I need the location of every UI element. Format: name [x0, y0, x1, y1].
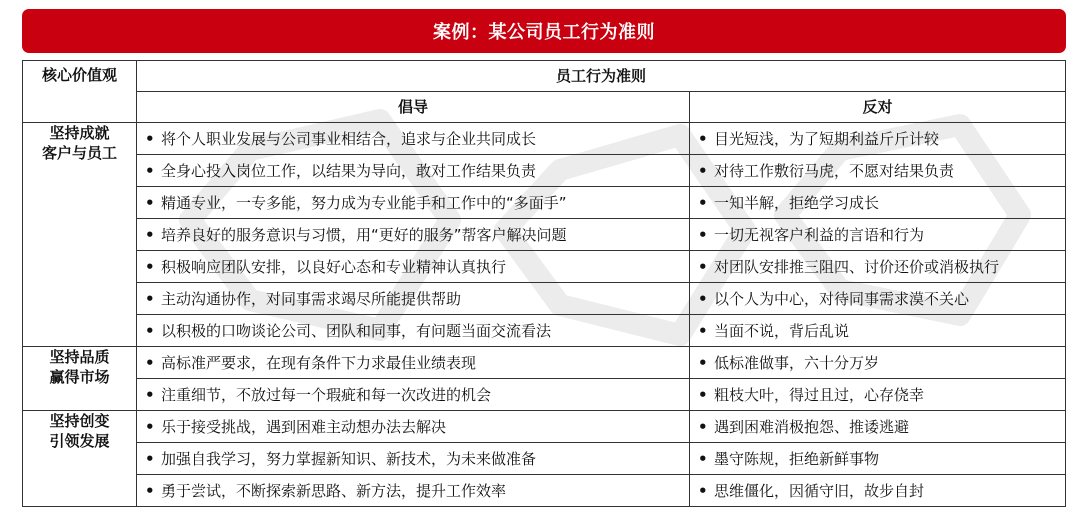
table-row	[23, 283, 1066, 315]
table-row	[23, 187, 1066, 219]
table-row	[23, 347, 1066, 379]
bullet-icon: •	[145, 449, 155, 468]
code-of-conduct-header: 员工行为准则	[137, 61, 1066, 92]
table-row	[23, 219, 1066, 251]
advocate-cell: • 以积极的口吻谈论公司、团队和同事，有问题当面交流看法	[137, 315, 690, 347]
oppose-cell: • 思维僵化，因循守旧，故步自封	[690, 475, 1066, 507]
table-row	[23, 123, 1066, 155]
oppose-cell: • 低标准做事，六十分万岁	[690, 347, 1066, 379]
advocate-cell: • 注重细节，不放过每一个瑕疵和每一次改进的机会	[137, 379, 690, 411]
oppose-cell: • 遇到困难消极抱怨、推诿逃避	[690, 411, 1066, 443]
advocate-cell: • 勇于尝试，不断探索新思路、新方法，提升工作效率	[137, 475, 690, 507]
oppose-cell: • 墨守陈规，拒绝新鲜事物	[690, 443, 1066, 475]
oppose-cell: • 对团队安排推三阻四、讨价还价或消极执行	[690, 251, 1066, 283]
core-value-achieve-customers-employees: 坚持成就 客户与员工	[23, 123, 137, 347]
bullet-icon: •	[698, 321, 708, 340]
oppose-cell: • 一切无视客户利益的言语和行为	[690, 219, 1066, 251]
bullet-icon: •	[698, 449, 708, 468]
advocate-header: 倡导	[137, 92, 690, 123]
oppose-cell: • 一知半解，拒绝学习成长	[690, 187, 1066, 219]
bullet-icon: •	[145, 257, 155, 276]
advocate-cell: • 主动沟通协作，对同事需求竭尽所能提供帮助	[137, 283, 690, 315]
bullet-icon: •	[698, 353, 708, 372]
core-value-innovation-development: 坚持创变 引领发展	[23, 411, 137, 507]
bullet-icon: •	[145, 353, 155, 372]
header-row-main	[23, 61, 1066, 92]
oppose-cell: • 粗枝大叶，得过且过，心存侥幸	[690, 379, 1066, 411]
bullet-icon: •	[698, 257, 708, 276]
header-row-sub	[23, 92, 1066, 123]
table-row	[23, 443, 1066, 475]
table-row	[23, 411, 1066, 443]
oppose-cell: • 目光短浅，为了短期利益斤斤计较	[690, 123, 1066, 155]
bullet-icon: •	[145, 321, 155, 340]
bullet-icon: •	[145, 193, 155, 212]
bullet-icon: •	[145, 161, 155, 180]
bullet-icon: •	[145, 385, 155, 404]
table-row	[23, 315, 1066, 347]
table-row	[23, 475, 1066, 507]
table-row	[23, 155, 1066, 187]
advocate-cell: • 积极响应团队安排，以良好心态和专业精神认真执行	[137, 251, 690, 283]
oppose-cell: • 对待工作敷衍马虎，不愿对结果负责	[690, 155, 1066, 187]
advocate-cell: • 高标准严要求，在现有条件下力求最佳业绩表现	[137, 347, 690, 379]
bullet-icon: •	[145, 417, 155, 436]
core-values-header: 核心价值观	[23, 61, 137, 123]
advocate-cell: • 精通专业，一专多能，努力成为专业能手和工作中的“多面手”	[137, 187, 690, 219]
advocate-cell: • 乐于接受挑战，遇到困难主动想办法去解决	[137, 411, 690, 443]
bullet-icon: •	[145, 129, 155, 148]
bullet-icon: •	[698, 129, 708, 148]
advocate-cell: • 培养良好的服务意识与习惯，用“更好的服务”帮客户解决问题	[137, 219, 690, 251]
bullet-icon: •	[145, 289, 155, 308]
advocate-cell: • 将个人职业发展与公司事业相结合，追求与企业共同成长	[137, 123, 690, 155]
bullet-icon: •	[698, 225, 708, 244]
table-row	[23, 251, 1066, 283]
advocate-cell: • 全身心投入岗位工作，以结果为导向，敢对工作结果负责	[137, 155, 690, 187]
bullet-icon: •	[698, 385, 708, 404]
bullet-icon: •	[698, 481, 708, 500]
case-title-banner	[22, 9, 1066, 53]
core-value-quality-market: 坚持品质 赢得市场	[23, 347, 137, 411]
oppose-cell: • 当面不说，背后乱说	[690, 315, 1066, 347]
bullet-icon: •	[698, 289, 708, 308]
code-of-conduct-table	[22, 60, 1066, 507]
case-title: 案例：某公司员工行为准则	[433, 22, 655, 43]
bullet-icon: •	[698, 417, 708, 436]
bullet-icon: •	[698, 193, 708, 212]
table-row	[23, 379, 1066, 411]
advocate-cell: • 加强自我学习，努力掌握新知识、新技术，为未来做准备	[137, 443, 690, 475]
bullet-icon: •	[145, 225, 155, 244]
oppose-header: 反对	[690, 92, 1066, 123]
oppose-cell: • 以个人为中心，对待同事需求漠不关心	[690, 283, 1066, 315]
bullet-icon: •	[145, 481, 155, 500]
bullet-icon: •	[698, 161, 708, 180]
